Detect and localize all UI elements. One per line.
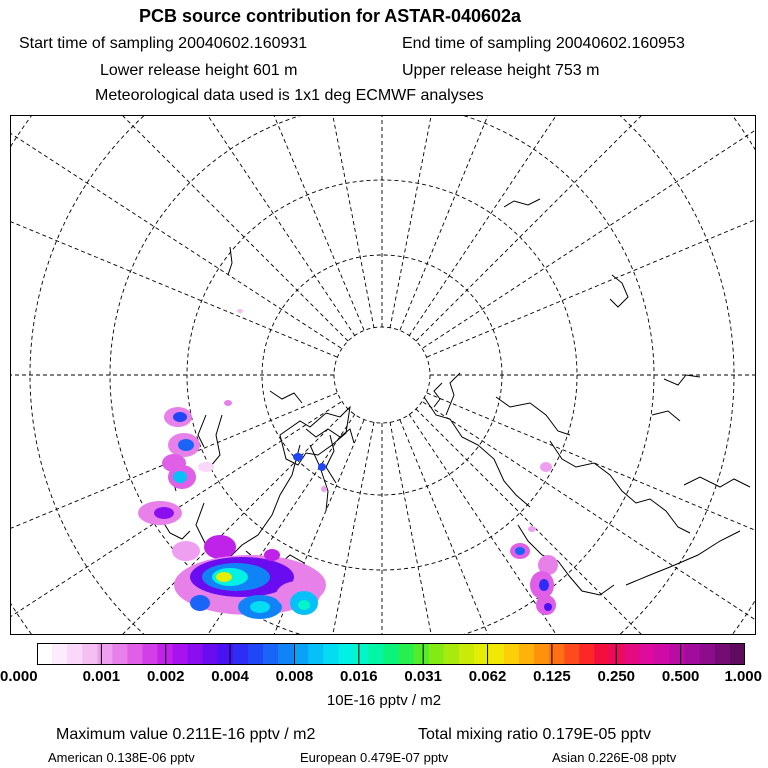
colorbar-cell: [655, 643, 671, 665]
colorbar-cell: [37, 643, 53, 665]
colorbar-cell: [504, 643, 520, 665]
asian-label: Asian 0.226E-08 pptv: [552, 750, 677, 765]
start-time-label: Start time of sampling 20040602.160931: [19, 35, 308, 52]
colorbar-tick-label: 0.008: [275, 668, 314, 685]
colorbar-cell: [67, 643, 83, 665]
polar-map: [10, 115, 756, 635]
colorbar-cell: [233, 643, 249, 665]
colorbar-cell: [670, 643, 686, 665]
colorbar-cell: [338, 643, 354, 665]
colorbar-tick-label: 0.001: [82, 668, 121, 685]
met-data-label: Meteorological data used is 1x1 deg ECMWF analyses: [95, 87, 484, 104]
colorbar-cell: [579, 643, 595, 665]
colorbar-cell: [82, 643, 98, 665]
colorbar-cell: [127, 643, 143, 665]
colorbar-cell: [97, 643, 113, 665]
total-mixing-label: Total mixing ratio 0.179E-05 pptv: [418, 726, 652, 743]
colorbar-tick-label: 0.250: [597, 668, 636, 685]
max-value-label: Maximum value 0.211E-16 pptv / m2: [56, 726, 316, 743]
colorbar-cell: [594, 643, 610, 665]
colorbar-cell: [112, 643, 128, 665]
american-label: American 0.138E-06 pptv: [48, 750, 195, 765]
colorbar-cell: [685, 643, 701, 665]
colorbar-cell: [353, 643, 369, 665]
colorbar-cell: [203, 643, 219, 665]
colorbar-cell: [609, 643, 625, 665]
colorbar-cell: [715, 643, 731, 665]
colorbar-tick-label: 0.016: [340, 668, 378, 685]
colorbar-cell: [564, 643, 580, 665]
colorbar-cell: [459, 643, 475, 665]
european-label: European 0.479E-07 pptv: [300, 750, 449, 765]
colorbar-cell: [278, 643, 294, 665]
colorbar-cell: [534, 643, 550, 665]
colorbar-cell: [383, 643, 399, 665]
colorbar-cell: [444, 643, 460, 665]
colorbar-cell: [519, 643, 535, 665]
colorbar-cell: [52, 643, 68, 665]
colorbar-tick-label: 0.062: [468, 668, 507, 685]
colorbar-cell: [173, 643, 189, 665]
colorbar-tick-label: 0.002: [146, 668, 185, 685]
colorbar-cell: [142, 643, 158, 665]
colorbar-cell: [188, 643, 204, 665]
colorbar-tick-label: 0.500: [661, 668, 700, 685]
colorbar-cell: [293, 643, 309, 665]
colorbar-tick-label: 0.031: [404, 668, 442, 685]
colorbar-tick-label: 0.004: [211, 668, 249, 685]
upper-release-label: Upper release height 753 m: [402, 62, 600, 79]
colorbar-cell: [248, 643, 264, 665]
colorbar-cell: [414, 643, 430, 665]
colorbar-cell: [489, 643, 505, 665]
map-title: PCB source contribution for ASTAR-040602a: [138, 6, 522, 26]
lower-release-label: Lower release height 601 m: [100, 62, 298, 79]
colorbar-cell: [308, 643, 324, 665]
colorbar-cell: [323, 643, 339, 665]
colorbar-tick-label: 1.000: [724, 668, 762, 685]
colorbar-tick-label: 0.000: [0, 668, 38, 685]
end-time-label: End time of sampling 20040602.160953: [402, 35, 685, 52]
colorbar-tick-label: 0.125: [533, 668, 571, 685]
colorbar-cell: [640, 643, 656, 665]
colorbar-cell: [730, 643, 745, 665]
colorbar: [37, 643, 745, 665]
colorbar-cell: [700, 643, 716, 665]
colorbar-units: 10E-16 pptv / m2: [326, 692, 442, 709]
colorbar-cell: [624, 643, 640, 665]
colorbar-cell: [368, 643, 384, 665]
colorbar-cell: [429, 643, 445, 665]
colorbar-cell: [263, 643, 279, 665]
colorbar-cell: [218, 643, 234, 665]
colorbar-cell: [399, 643, 415, 665]
